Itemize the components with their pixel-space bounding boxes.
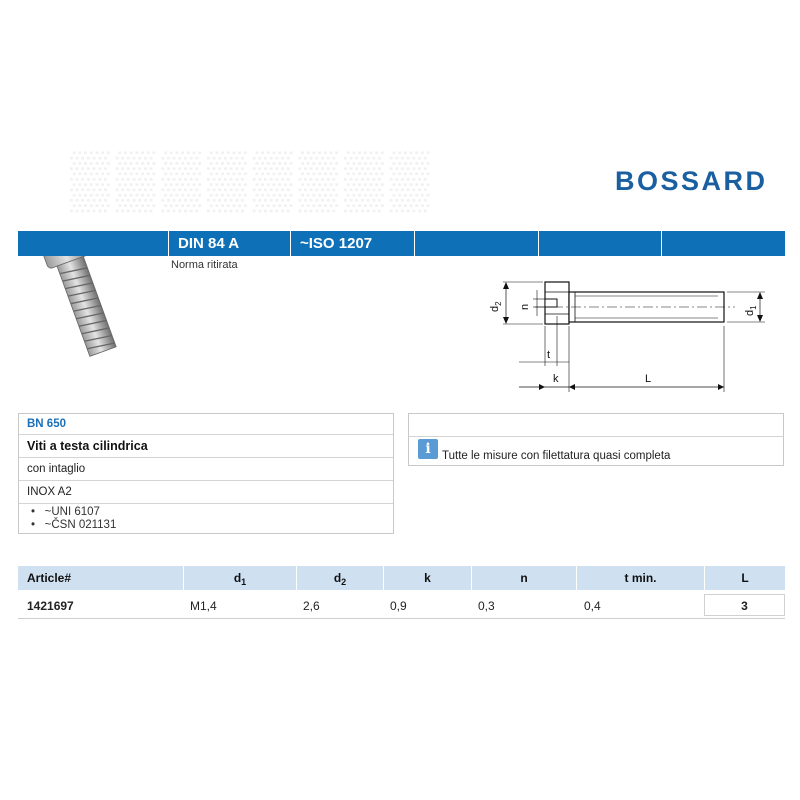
info-note-box [408, 413, 784, 466]
t-dimension-label: t [547, 349, 551, 361]
column-header-l: L [704, 566, 785, 590]
product-material: INOX A2 [27, 486, 72, 498]
iso-standard-cell [290, 231, 414, 256]
l-dimension-label: L [645, 373, 652, 385]
column-header-article: Article# [27, 571, 72, 585]
bossard-logo: BOSSARD [615, 166, 768, 196]
l-cell: 3 [704, 594, 785, 616]
info-note-text: Tutte le misure con filettatura quasi completa [442, 450, 671, 462]
product-drive-row [19, 458, 393, 481]
product-title-row [19, 435, 393, 458]
d1-cell: M1,4 [190, 599, 217, 613]
column-header-d2: $d_2$ [296, 566, 383, 590]
column-header-d1: $d_1$ [183, 566, 296, 590]
k-cell: 0,9 [390, 599, 407, 613]
d1-dimension-label: $d_1$ [744, 305, 758, 316]
withdrawn-standard-note: Norma ritirata [171, 259, 238, 271]
list-item: • ~ČSN 021131 [31, 519, 117, 531]
empty-band-cell [414, 231, 538, 256]
article-number-cell: 1421697 [27, 599, 74, 613]
n-cell: 0,3 [478, 599, 495, 613]
n-dimension-label: n [519, 303, 531, 310]
d2-cell: 2,6 [303, 599, 320, 613]
t-min-cell: 0,4 [584, 599, 601, 613]
screw-technical-drawing [483, 270, 773, 400]
info-icon: i [418, 439, 438, 459]
column-header-t-min: t min. [576, 566, 704, 590]
product-code: BN 650 [27, 418, 66, 430]
background-watermark: ▒▒▒▒▒▒▒▒ [70, 147, 436, 210]
table-divider [18, 618, 785, 619]
iso-standard-label: ~ISO 1207 [300, 235, 373, 252]
list-item: • ~UNI 6107 [31, 506, 100, 518]
empty-band-cell [661, 231, 785, 256]
empty-band-cell [538, 231, 661, 256]
product-drive: con intaglio [27, 463, 86, 475]
column-header-k: k [383, 566, 471, 590]
note-box-header [409, 414, 783, 437]
k-dimension-label: k [553, 373, 559, 385]
product-material-row [19, 481, 393, 504]
related-standards-list [19, 504, 393, 533]
product-code-row [19, 414, 393, 435]
din-standard-cell [168, 231, 290, 256]
product-title: Viti a testa cilindrica [27, 439, 148, 453]
column-header-n: n [471, 566, 576, 590]
table-header-row [18, 566, 785, 590]
d2-dimension-label: $d_2$ [489, 301, 503, 312]
product-info-box [18, 413, 394, 534]
standard-header-band [18, 231, 785, 256]
din-standard-label: DIN 84 A [178, 235, 240, 252]
